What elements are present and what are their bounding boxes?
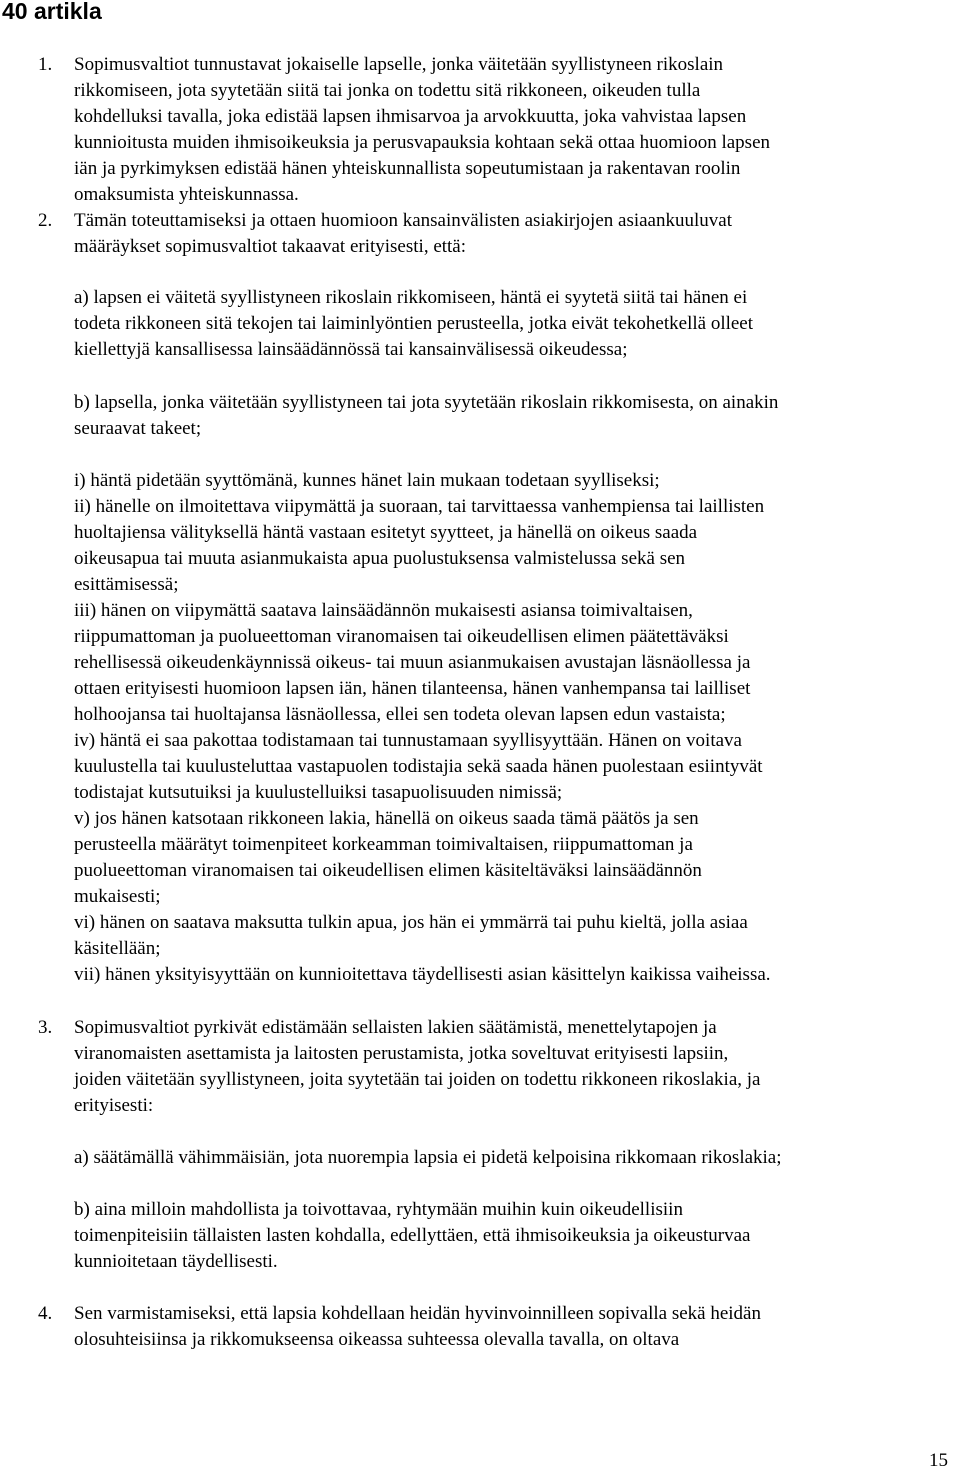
text-line: toimenpiteisiin tällaisten lasten kohdalla, edellyttäen, että ihmisoikeuksia ja oikeusturvaa bbox=[74, 1225, 751, 1246]
text-line: mukaisesti; bbox=[74, 886, 161, 907]
text-line: b) aina milloin mahdollista ja toivottavaa, ryhtymään muihin kuin oikeudellisiin bbox=[74, 1199, 683, 1220]
text-line: joiden väitetään syyllistyneen, joita syytetään tai joiden on todettu rikkoneen rikoslakia, ja bbox=[74, 1069, 761, 1090]
text-line: olosuhteisiinsa ja rikkomukseensa oikeassa suhteessa olevalla tavalla, on oltava bbox=[74, 1329, 680, 1350]
text-line: a) säätämällä vähimmäisiän, jota nuorempia lapsia ei pidetä kelpoisina rikkomaan rikoslakia; bbox=[74, 1147, 782, 1168]
text-line: määräykset sopimusvaltiot takaavat erityisesti, että: bbox=[74, 236, 467, 257]
text-line: perusteella määrätyt toimenpiteet korkeamman toimivaltaisen, riippumattoman ja bbox=[74, 834, 693, 855]
text-line: todeta rikkoneen sitä tekojen tai laiminlyöntien perusteella, jotka eivät tekohetkellä olleet bbox=[74, 313, 754, 334]
text-line: erityisesti: bbox=[74, 1095, 154, 1116]
text-line: riippumattoman ja puolueettoman viranomaisen tai oikeudellisen elimen päätettäväksi bbox=[74, 626, 729, 647]
text-line: ottaen erityisesti huomioon lapsen iän, hänen tilanteensa, hänen vanhempansa tai lailliset bbox=[74, 678, 751, 699]
text-line: seuraavat takeet; bbox=[74, 418, 202, 439]
paragraph-number: 1. bbox=[38, 54, 53, 75]
text-line: kohdelluksi tavalla, joka edistää lapsen ihmisarvoa ja arvokkuutta, joka vahvistaa lapsen bbox=[74, 106, 747, 127]
text-line: ii) hänelle on ilmoitettava viipymättä ja suoraan, tai tarvittaessa vanhempiensa tai laillisten bbox=[74, 496, 765, 517]
text-line: Sopimusvaltiot pyrkivät edistämään sellaisten lakien säätämistä, menettelytapojen ja bbox=[74, 1017, 717, 1038]
text-line: kuulustella tai kuulusteluttaa vastapuolen todistajia sekä saada hänen puolestaan esiintyvät bbox=[74, 756, 763, 777]
text-line: Sen varmistamiseksi, että lapsia kohdellaan heidän hyvinvoinnilleen sopivalla sekä heidän bbox=[74, 1303, 761, 1324]
text-line: vii) hänen yksityisyyttään on kunnioitettava täydellisesti asian käsittelyn kaikissa vaiheissa. bbox=[74, 964, 771, 985]
article-heading: 40 artikla bbox=[2, 0, 102, 24]
text-line: i) häntä pidetään syyttömänä, kunnes hänet lain mukaan todetaan syylliseksi; bbox=[74, 470, 660, 491]
text-line: puolueettoman viranomaisen tai oikeudellisen elimen käsiteltäväksi lainsäädännön bbox=[74, 860, 702, 881]
text-line: omaksumista yhteiskunnassa. bbox=[74, 184, 299, 205]
paragraph-number: 2. bbox=[38, 210, 53, 231]
text-line: huoltajiensa välityksellä häntä vastaan esitetyt syytteet, ja hänellä on oikeus saada bbox=[74, 522, 698, 543]
text-line: a) lapsen ei väitetä syyllistyneen rikoslain rikkomiseen, häntä ei syytetä siitä tai hänen ei bbox=[74, 287, 748, 308]
text-line: Sopimusvaltiot tunnustavat jokaiselle lapselle, jonka väitetään syyllistyneen rikoslain bbox=[74, 54, 724, 75]
text-line: vi) hänen on saatava maksutta tulkin apua, jos hän ei ymmärrä tai puhu kieltä, jolla asiaa bbox=[74, 912, 748, 933]
text-line: iän ja pyrkimyksen edistää hänen yhteiskunnallista sopeutumistaan ja rakentavan roolin bbox=[74, 158, 741, 179]
text-line: kunnioitusta muiden ihmisoikeuksia ja perusvapauksia kohtaan sekä ottaa huomioon lapsen bbox=[74, 132, 770, 153]
page-number: 15 bbox=[929, 1450, 948, 1471]
text-line: käsitellään; bbox=[74, 938, 161, 959]
text-line: iii) hänen on viipymättä saatava lainsäädännön mukaisesti asiansa toimivaltaisen, bbox=[74, 600, 693, 621]
text-line: viranomaisten asettamista ja laitosten perustamista, jotka soveltuvat erityisesti lapsiin, bbox=[74, 1043, 729, 1064]
text-line: holhoojansa tai huoltajansa läsnäollessa, ellei sen todeta olevan lapsen edun vastaista; bbox=[74, 704, 726, 725]
text-line: kunnioitetaan täydellisesti. bbox=[74, 1251, 278, 1272]
text-line: rikkomiseen, jota syytetään siitä tai jonka on todettu sitä rikkoneen, oikeuden tulla bbox=[74, 80, 701, 101]
text-line: v) jos hänen katsotaan rikkoneen lakia, hänellä on oikeus saada tämä päätös ja sen bbox=[74, 808, 699, 829]
text-line: iv) häntä ei saa pakottaa todistamaan tai tunnustamaan syyllisyyttään. Hänen on voitava bbox=[74, 730, 742, 751]
text-line: b) lapsella, jonka väitetään syyllistyneen tai jota syytetään rikoslain rikkomisesta, on ainakin bbox=[74, 392, 779, 413]
text-line: esittämisessä; bbox=[74, 574, 179, 595]
paragraph-number: 4. bbox=[38, 1303, 53, 1324]
paragraph-number: 3. bbox=[38, 1017, 53, 1038]
text-line: Tämän toteuttamiseksi ja ottaen huomioon kansainvälisten asiakirjojen asiaankuuluvat bbox=[74, 210, 732, 231]
text-line: todistajat kutsutuiksi ja kuulustelluiksi tasapuolisuuden nimissä; bbox=[74, 782, 563, 803]
text-line: oikeusapua tai muuta asianmukaista apua puolustuksensa valmistelussa sekä sen bbox=[74, 548, 686, 569]
text-line: kiellettyjä kansallisessa lainsäädännössä tai kansainvälisessä oikeudessa; bbox=[74, 339, 628, 360]
text-line: rehellisessä oikeudenkäynnissä oikeus- tai muun asianmukaisen avustajan läsnäollessa ja bbox=[74, 652, 751, 673]
